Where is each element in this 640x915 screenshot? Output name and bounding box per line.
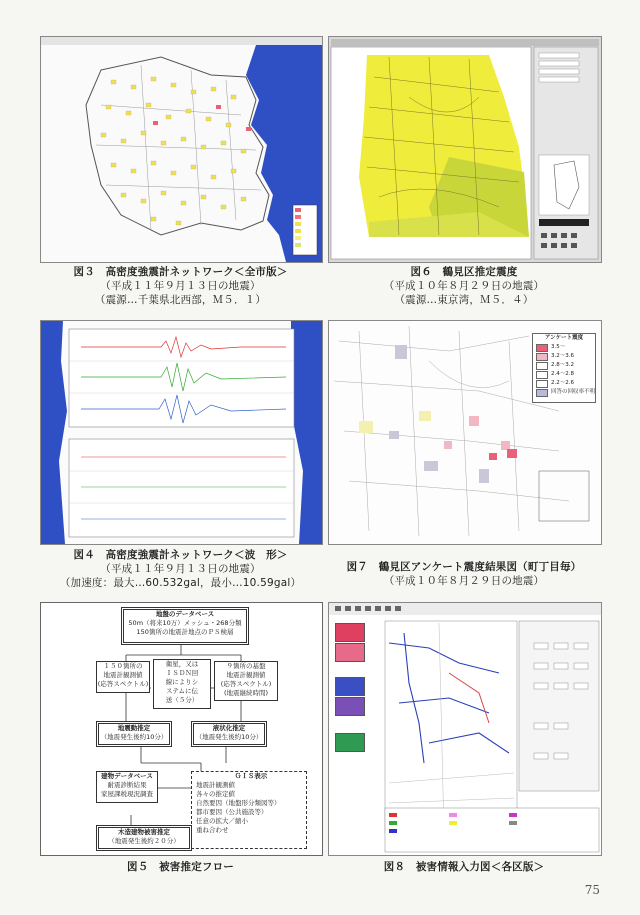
yokohama-sensor-map	[41, 45, 322, 262]
caption-line: （平成１１年９月１３日の地震）	[100, 563, 261, 575]
gis-item: 地震計観測値	[196, 781, 235, 789]
tsurumi-intensity-map	[329, 37, 601, 262]
ground-database-box	[121, 607, 249, 645]
figure-3-screenshot	[40, 36, 323, 263]
box-line: ９箇所の基盤	[226, 662, 266, 670]
box-line: (地震継続時間)	[223, 689, 269, 697]
legend-label: 2.8〜3.2	[551, 362, 574, 368]
box-line: （地震発生後約10分）	[195, 733, 263, 741]
sensor-9-box	[214, 661, 278, 701]
legend-swatch	[536, 371, 548, 379]
figure-6-caption	[328, 265, 600, 307]
gis-item: 各々の推定値	[196, 790, 235, 798]
box-title: 地盤のデータベース	[155, 610, 215, 618]
figure-6-screenshot	[328, 36, 602, 263]
gis-item: 都市要因（公共施設等）	[196, 808, 268, 816]
box-line: 耐震診断結果	[107, 781, 147, 789]
box-line: 50m（将来10万）メッシュ・268分類	[128, 619, 242, 627]
caption-line: （震源…東京湾，Ｍ５．４）	[394, 294, 534, 306]
caption-title: 図８ 被害情報入力図＜各区版＞	[383, 861, 545, 873]
figure-7-map	[328, 320, 602, 545]
intensity-legend	[532, 333, 596, 403]
liquefaction-box	[191, 721, 267, 747]
legend-label: 3.5〜	[551, 344, 566, 350]
box-line: 地震計観測値	[226, 671, 266, 679]
legend-swatch	[536, 362, 548, 370]
box-line: 家屋課税現況調査	[101, 790, 153, 798]
isdn-transmission-box	[153, 659, 211, 709]
damage-category-button-purple[interactable]	[335, 697, 365, 716]
box-line: 木造建物被害推定	[118, 828, 170, 836]
caption-line: （平成１１年９月１３日の地震）	[100, 280, 261, 292]
building-database-box	[96, 771, 158, 803]
legend-swatch	[536, 353, 548, 361]
legend-label: 2.2〜2.6	[551, 380, 574, 386]
box-line: （地震発生後約２０分）	[108, 837, 180, 845]
figure-4-screenshot	[40, 320, 323, 545]
legend-swatch	[536, 344, 548, 352]
legend-item	[533, 343, 595, 352]
legend-title: アンケート震度	[544, 335, 584, 341]
caption-line: （加速度：最大…60.532gal，最小…10.59gal）	[59, 577, 302, 589]
sensor-150-box	[96, 661, 150, 693]
gis-item: 重ね合わせ	[196, 826, 229, 834]
damage-category-button-blue[interactable]	[335, 677, 365, 696]
wooden-building-damage-box	[96, 825, 192, 851]
figure-5-caption	[40, 860, 321, 874]
figure-8-caption	[328, 860, 600, 874]
legend-label: 3.2〜3.6	[551, 353, 574, 359]
legend-item	[533, 352, 595, 361]
damage-category-button-red[interactable]	[335, 623, 365, 642]
box-line: (応答スペクトル)	[97, 680, 149, 688]
box-line: 送（５分）	[165, 696, 199, 704]
box-line: 線によりシ	[165, 678, 199, 686]
legend-swatch	[536, 389, 548, 397]
legend-swatch	[536, 380, 548, 388]
gis-item: 任意の拡大／縮小	[196, 817, 248, 825]
legend-label: 回答の回収率不明	[551, 389, 596, 395]
waveform-display	[41, 321, 322, 544]
caption-line: （平成１０年８月２９日の地震）	[383, 280, 545, 292]
box-line: (応答スペクトル)	[220, 680, 272, 688]
legend-item	[533, 370, 595, 379]
legend-item	[533, 361, 595, 370]
box-line: 衛星，又は	[165, 660, 199, 668]
box-line: 150箇所の地震計地点のＰＳ検層	[136, 628, 234, 636]
page-number: 75	[584, 883, 600, 897]
box-line: 地震計観測値	[103, 671, 143, 679]
box-line: 建物データベース	[101, 772, 153, 780]
ground-motion-box	[96, 721, 172, 747]
box-line: 地震動推定	[117, 724, 151, 732]
figure-4-caption	[40, 548, 321, 590]
caption-line: （震源…千葉県北西部，Ｍ５．１）	[94, 294, 267, 306]
legend-label: 2.4〜2.8	[551, 371, 574, 377]
figure-5-flowchart	[40, 602, 323, 856]
box-title: ＧＩＳ表示	[234, 772, 268, 780]
figure-3-caption	[40, 265, 321, 307]
legend-item	[533, 388, 595, 397]
caption-title: 図７ 鶴見区アンケート震度結果図（町丁目毎）	[346, 561, 582, 573]
box-line: （地震発生後約10分）	[100, 733, 168, 741]
figure-8-screenshot	[328, 602, 602, 856]
box-line: 液状化推定	[212, 724, 246, 732]
box-line: ＩＳＤＮ回	[165, 669, 199, 677]
legend-item	[533, 379, 595, 388]
caption-line: （平成１０年８月２９日の地震）	[383, 575, 545, 587]
caption-title: 図５ 被害推定フロー	[127, 861, 234, 873]
box-line: ステムに伝	[165, 687, 199, 695]
gis-item: 自然要因（地盤形分類図等）	[196, 799, 281, 807]
damage-category-button-pink[interactable]	[335, 643, 365, 662]
caption-title: 図６ 鶴見区推定震度	[410, 266, 518, 278]
gis-display-box	[191, 771, 307, 849]
box-line: １５０箇所の	[103, 662, 143, 670]
caption-title: 図４ 高密度強震計ネットワーク＜波 形＞	[73, 549, 288, 561]
damage-input-screen	[329, 603, 601, 855]
figure-7-caption	[328, 560, 600, 588]
caption-title: 図３ 高密度強震計ネットワーク＜全市版＞	[73, 266, 288, 278]
damage-category-button-green[interactable]	[335, 733, 365, 752]
